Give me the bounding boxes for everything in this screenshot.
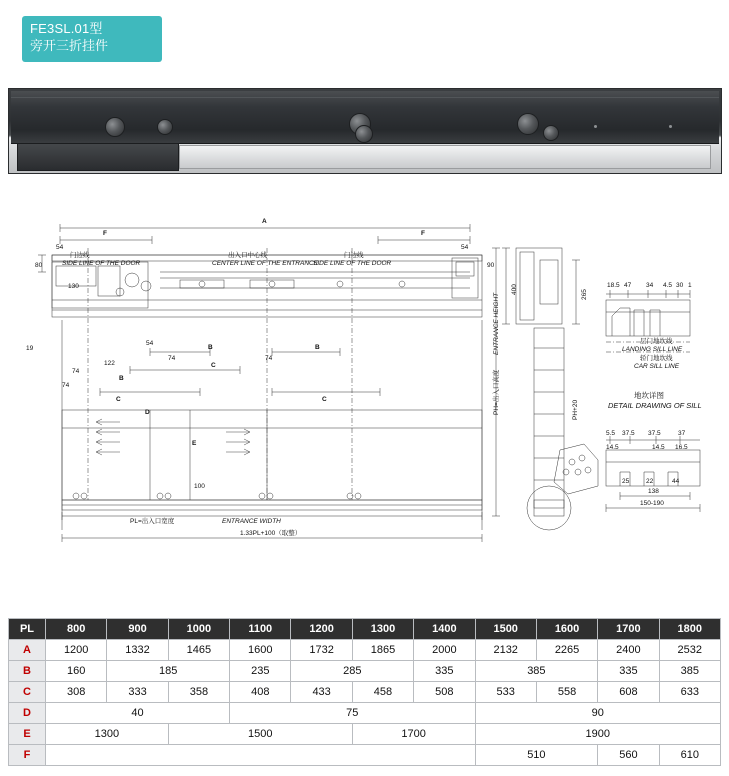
pulley-icon [543,125,559,141]
table-col-1800: 1800 [659,619,720,640]
table-col-800: 800 [46,619,107,640]
table-row [9,640,721,661]
dim-label-C-2: C [116,396,121,403]
cell-C-1100: 408 [230,682,291,703]
sill-dim-25: 25 [622,478,630,485]
dim-19: 19 [26,345,34,352]
dim-100: 100 [194,483,205,490]
sill-dim-18_5: 18.5 [607,282,620,289]
cell-C-1000: 358 [168,682,229,703]
pulley-icon [517,113,539,135]
table-col-1700: 1700 [598,619,659,640]
entrance-width-en: ENTRANCE WIDTH [222,518,281,525]
dim-54-right: 54 [461,244,469,251]
entrance-height-en: ENTRANCE HEIGHT [493,292,500,355]
dim-80: 80 [35,262,43,269]
row-label-C: C [9,682,46,703]
cell-A-800: 1200 [46,640,107,661]
door-edge-right-cn: 门边线 [344,252,364,259]
row-label-F: F [9,745,46,766]
table-col-900: 900 [107,619,168,640]
dim-74-d: 74 [72,368,80,375]
dim-PH20: PH+20 [572,399,579,420]
dim-54-b: 54 [146,340,154,347]
cell-A-1500: 2132 [475,640,536,661]
center-line-cn: 出入口中心线 [228,252,267,259]
dim-label-F-right: F [421,230,425,237]
center-line-en: CENTER LINE OF THE ENTRANCE [212,260,319,267]
sill-dim-4_5: 4.5 [663,282,673,289]
cell-A-1700: 2400 [598,640,659,661]
cell-C-1400: 508 [414,682,475,703]
dim-label-F-left: F [103,230,107,237]
pulley-icon [157,119,173,135]
cell-B-1100: 235 [230,661,291,682]
landing-sill-cn: 层门地坎线 [640,338,673,345]
sill-dim-22: 22 [646,478,654,485]
technical-drawing [0,200,729,610]
cell-B-800: 160 [46,661,107,682]
dim-label-C-3: C [322,396,327,403]
cell-A-900: 1332 [107,640,168,661]
cell-A-1100: 1600 [230,640,291,661]
sill-dim-30: 30 [676,282,684,289]
row-label-B: B [9,661,46,682]
cell-B-1700: 335 [598,661,659,682]
cell-F-empty [46,745,476,766]
dim-400: 400 [511,284,518,295]
sill-dim-44: 44 [672,478,680,485]
car-sill-en: CAR SILL LINE [634,363,680,370]
door-edge-right-en: SIDE LINE OF THE DOOR [313,260,392,267]
cell-A-1000: 1465 [168,640,229,661]
cell-F-1500-1600: 510 [475,745,598,766]
title-badge [22,16,162,62]
dim-74-b: 74 [265,355,273,362]
cell-F-1700: 560 [598,745,659,766]
cell-C-900: 333 [107,682,168,703]
cell-B-900-1000: 185 [107,661,230,682]
cell-C-800: 308 [46,682,107,703]
model-subtitle: 旁开三折挂件 [30,38,109,53]
cell-C-1700: 608 [598,682,659,703]
cell-C-1200: 433 [291,682,352,703]
cell-E-1300-1400: 1700 [352,724,475,745]
cell-E-800-900: 1300 [46,724,169,745]
photo-lower-panel [179,145,711,169]
table-col-1400: 1400 [414,619,475,640]
table-header-row [9,619,721,640]
entrance-width-cn: PL=出入口宽度 [130,518,175,525]
sill-dim-37_5-a: 37.5 [622,430,635,437]
photo-motor-block [17,143,179,171]
sill-dim-150-190: 150-190 [640,500,664,507]
cell-E-1000-1200: 1500 [168,724,352,745]
dim-122: 122 [104,360,115,367]
cell-E-1500-1800: 1900 [475,724,720,745]
cell-C-1800: 633 [659,682,720,703]
dim-74-a: 74 [168,355,176,362]
table-col-1100: 1100 [230,619,291,640]
sill-dim-138: 138 [648,488,659,495]
cell-D-800-1000: 40 [46,703,230,724]
cell-C-1300: 458 [352,682,413,703]
entrance-height-cn: PH=出入口高度 [493,369,500,415]
cell-B-1800: 385 [659,661,720,682]
dim-74-c: 74 [62,382,70,389]
cell-D-1500-1800: 90 [475,703,720,724]
dim-label-C-1: C [211,362,216,369]
table-col-1000: 1000 [168,619,229,640]
car-sill-cn: 轿门地坎线 [640,355,673,362]
pulley-icon [355,125,373,143]
dim-90: 90 [487,262,495,269]
sill-dim-47: 47 [624,282,632,289]
cell-B-1200-1300: 285 [291,661,414,682]
cell-C-1600: 558 [536,682,597,703]
cell-A-1300: 1865 [352,640,413,661]
table-row [9,724,721,745]
dim-label-B-3: B [119,375,124,382]
detail-title-en: DETAIL DRAWING OF SILL [608,401,702,410]
model-title: FE3SL.01型 [30,21,103,36]
sill-dim-16_5: 16.5 [675,444,688,451]
door-operator-photo [8,88,722,174]
row-label-E: E [9,724,46,745]
sill-dim-14_5-a: 14.5 [606,444,619,451]
bolt-icon [594,125,597,128]
cell-A-1800: 2532 [659,640,720,661]
sill-dim-14_5-b: 14.5 [652,444,665,451]
sill-dim-34: 34 [646,282,654,289]
specification-table [8,618,721,766]
table-row [9,661,721,682]
pulley-icon [105,117,125,137]
dim-54-left: 54 [56,244,64,251]
door-edge-left-cn: 门边线 [70,252,90,259]
detail-title-cn: 地坎详图 [634,391,664,400]
cell-A-1200: 1732 [291,640,352,661]
dim-label-B-2: B [315,344,320,351]
cell-A-1400: 2000 [414,640,475,661]
bottom-formula: 1.33PL+100（取整） [240,530,302,537]
bolt-icon [669,125,672,128]
landing-sill-en: LANDING SILL LINE [622,346,683,353]
cell-B-1500-1600: 385 [475,661,598,682]
sill-dim-37_5-b: 37.5 [648,430,661,437]
dim-130: 130 [68,283,79,290]
table-row [9,703,721,724]
dim-label-A: A [262,218,267,225]
dim-265: 265 [581,289,588,300]
cell-F-1800: 610 [659,745,720,766]
table-col-1200: 1200 [291,619,352,640]
table-corner-PL: PL [9,619,46,640]
sill-dim-5_5: 5.5 [606,430,616,437]
table-col-1300: 1300 [352,619,413,640]
dim-label-B-1: B [208,344,213,351]
dim-label-D: D [145,409,150,416]
row-label-D: D [9,703,46,724]
cell-B-1400: 335 [414,661,475,682]
sill-dim-37: 37 [678,430,686,437]
table-col-1500: 1500 [475,619,536,640]
table-row [9,745,721,766]
sill-dim-1: 1 [688,282,692,289]
row-label-A: A [9,640,46,661]
table-col-1600: 1600 [536,619,597,640]
cell-C-1500: 533 [475,682,536,703]
cell-A-1600: 2265 [536,640,597,661]
dim-label-E: E [192,440,197,447]
door-edge-left-en: SIDE LINE OF THE DOOR [62,260,141,267]
table-row [9,682,721,703]
cell-D-1100-1400: 75 [230,703,475,724]
